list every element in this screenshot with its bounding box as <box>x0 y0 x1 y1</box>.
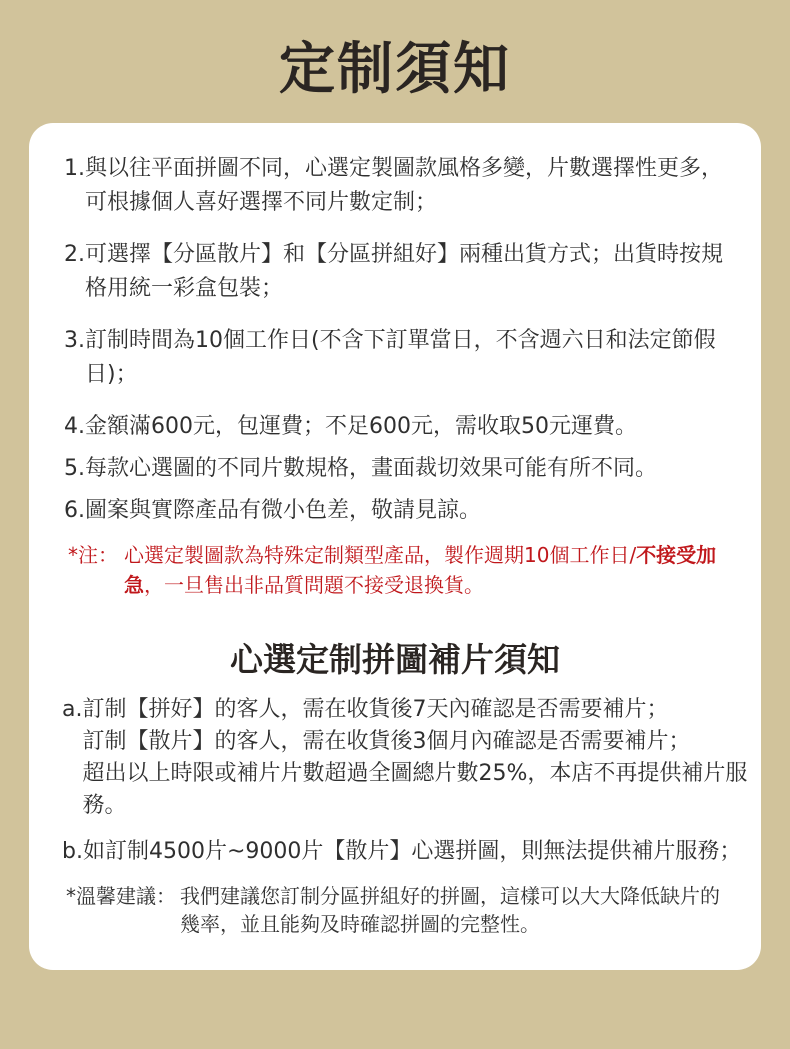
notice-text: 可選擇【分區散片】和【分區拼組好】兩種出貨方式；出貨時按規格用統一彩盒包裝； <box>85 242 724 301</box>
warning-note-lead: *注： <box>68 543 118 567</box>
page-title: 定制須知 <box>279 37 511 102</box>
warning-note <box>68 540 728 600</box>
refill-item-text: 如訂制4500片~9000片【散片】心選拼圖，則無法提供補片服務； <box>82 839 742 864</box>
notice-number: 1. <box>64 156 85 181</box>
notice-number: 2. <box>64 242 85 267</box>
refill-line: 訂制【拼好】的客人，需在收貨後7天內確認是否需要補片； <box>82 697 669 722</box>
notice-item <box>64 452 734 486</box>
refill-item-body <box>82 694 752 822</box>
refill-item-a <box>62 694 752 822</box>
notice-item <box>64 410 734 444</box>
notice-item <box>64 494 734 528</box>
section-title: 心選定制拼圖補片須知 <box>230 640 560 679</box>
notice-text: 每款心選圖的不同片數規格，畫面裁切效果可能有所不同。 <box>85 456 658 481</box>
warning-note-text-end: ，一旦售出非品質問題不接受退換貨。 <box>144 573 484 597</box>
notice-number: 5. <box>64 456 85 481</box>
notice-number: 3. <box>64 328 85 353</box>
refill-line: 訂制【散片】的客人，需在收貨後3個月內確認是否需要補片； <box>82 729 691 754</box>
warning-note-body <box>124 540 728 600</box>
notice-item <box>64 152 734 220</box>
notice-text: 訂制時間為10個工作日(不含下訂單當日，不含週六日和法定節假日)； <box>85 328 716 387</box>
notice-text: 金額滿600元，包運費；不足600元，需收取50元運費。 <box>85 414 637 439</box>
refill-list <box>62 694 752 868</box>
notice-item <box>64 238 734 306</box>
notice-text: 與以往平面拼圖不同，心選定製圖款風格多變，片數選擇性更多，可根據個人喜好選擇不同片數定制； <box>85 156 724 215</box>
suggestion-text: 我們建議您訂制分區拼組好的拼圖，這樣可以大大降低缺片的幾率，並且能夠及時確認拼圖的完整性。 <box>180 884 720 936</box>
notice-list <box>64 152 734 528</box>
notice-text: 圖案與實際產品有微小色差，敬請見諒。 <box>85 498 482 523</box>
refill-item-label: b. <box>62 839 83 864</box>
refill-item-label: a. <box>62 697 83 722</box>
notice-item <box>64 324 734 392</box>
suggestion-lead: *溫馨建議： <box>66 884 176 908</box>
notice-number: 6. <box>64 498 85 523</box>
warning-note-text: 心選定製圖款為特殊定制類型產品，製作週期10個工作日/ <box>124 543 637 567</box>
notice-number: 4. <box>64 414 85 439</box>
warning-note-emphasis: 不接受加急 <box>124 543 717 597</box>
suggestion-note <box>66 882 736 938</box>
refill-item-b <box>62 836 752 868</box>
refill-line: 超出以上時限或補片片數超過全圖總片數25%，本店不再提供補片服務。 <box>82 761 748 818</box>
